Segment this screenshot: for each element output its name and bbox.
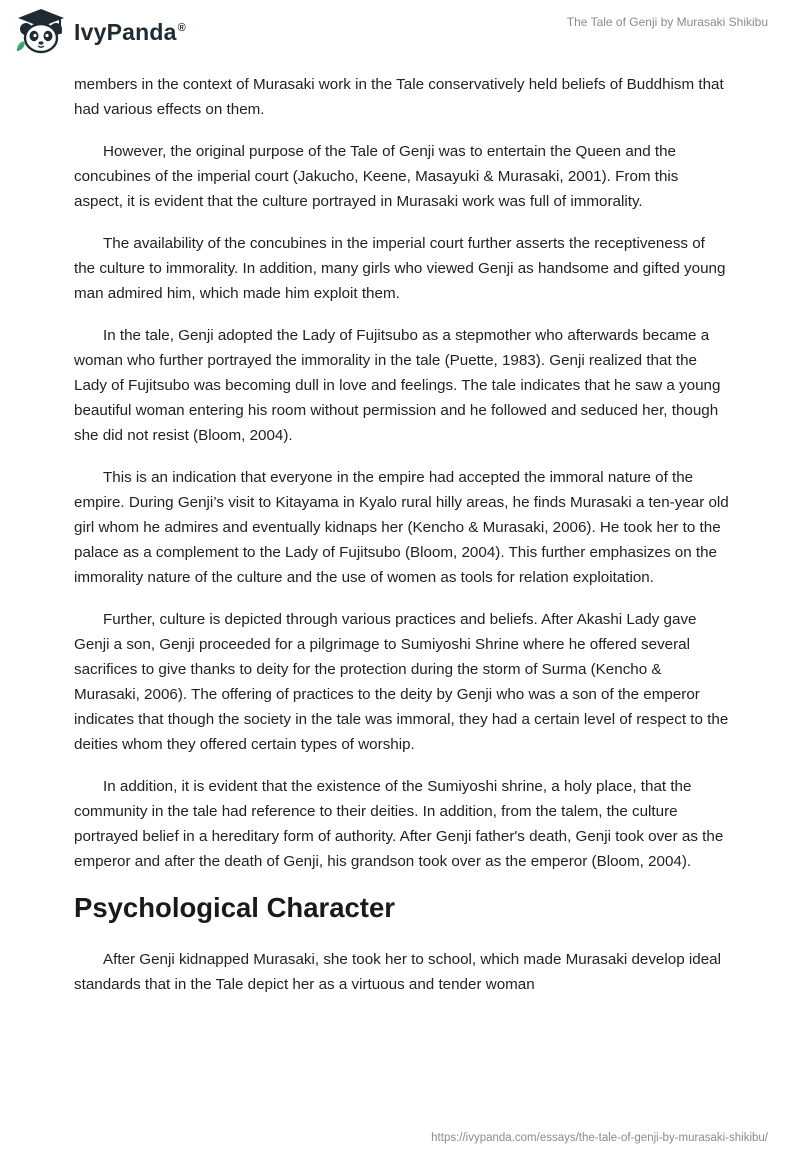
paragraph-4: In the tale, Genji adopted the Lady of Fujitsubo as a stepmother who afterwards became a woman who further portrayed the immorality in the tale (Puette, 1983). Genji realized that the Lady of Fujitsubo was becoming dull in love and feelings. The tale indicates that he saw a young beautiful woman entering his room without permission and he followed and seduced her, though she did not resist (Bloom, 2004). [74,327,721,444]
paragraph-7: In addition, it is evident that the existence of the Sumiyoshi shrine, a holy place, that the community in the tale had reference to their deities. In addition, from the talem, the culture portrayed belief in a hereditary form of authority. After Genji father's death, Genji took over as the emperor and after the death of Genji, his grandson took over as the emperor (Bloom, 2004). [74,778,724,870]
ivypanda-logo[interactable] [14,6,186,58]
source-url[interactable]: https://ivypanda.com/essays/the-tale-of-genji-by-murasaki-shikibu/ [431,1132,768,1144]
panda-graduate-icon [14,7,68,57]
document-title: The Tale of Genji by Murasaki Shikibu [566,15,768,29]
page-header [0,0,800,70]
paragraph-8: After Genji kidnapped Murasaki, she took her to school, which made Murasaki develop ideal standards that in the Tale depict her as a virtuous and tender woman [74,951,721,993]
paragraph-1: members in the context of Murasaki work in the Tale conservatively held beliefs of Buddhism that had various effects on them. [74,76,724,118]
logo-wordmark [74,19,186,46]
registered-mark: ® [177,21,186,34]
logo-text: IvyPanda [74,18,177,45]
essay-body [74,72,730,1014]
section-heading: Psychological Character [74,892,395,923]
paragraph-3: The availability of the concubines in the imperial court further asserts the receptiveness of the culture to immorality. In addition, many girls who viewed Genji as handsome and gifted young man admired him, which made him exploit them. [74,235,726,302]
paragraph-5: This is an indication that everyone in the empire had accepted the immoral nature of the empire. During Genji’s visit to Kitayama in Kyalo rural hilly areas, he finds Murasaki a ten-year old girl whom he admires and eventually kidnaps her (Kencho & Murasaki, 2006). He took her to the palace as a complement to the Lady of Fujitsubo (Bloom, 2004). This further emphasizes on the immorality nature of the culture and the use of women as tools for relation exploitation. [74,469,729,586]
paragraph-6: Further, culture is depicted through various practices and beliefs. After Akashi Lady gave Genji a son, Genji proceeded for a pilgrimage to Sumiyoshi Shrine where he offered several sacrifices to give thanks to deity for the protection during the storm of Surma (Kencho & Murasaki, 2006). The offering of practices to the deity by Genji who was a son of the emperor indicates that though the society in the tale was immoral, they had a certain level of respect to the deities whom they offered certain types of worship. [74,611,729,753]
paragraph-2: However, the original purpose of the Tale of Genji was to entertain the Queen and the concubines of the imperial court (Jakucho, Keene, Masayuki & Murasaki, 2001). From this aspect, it is evident that the culture portrayed in Murasaki work was full of immorality. [74,143,679,210]
